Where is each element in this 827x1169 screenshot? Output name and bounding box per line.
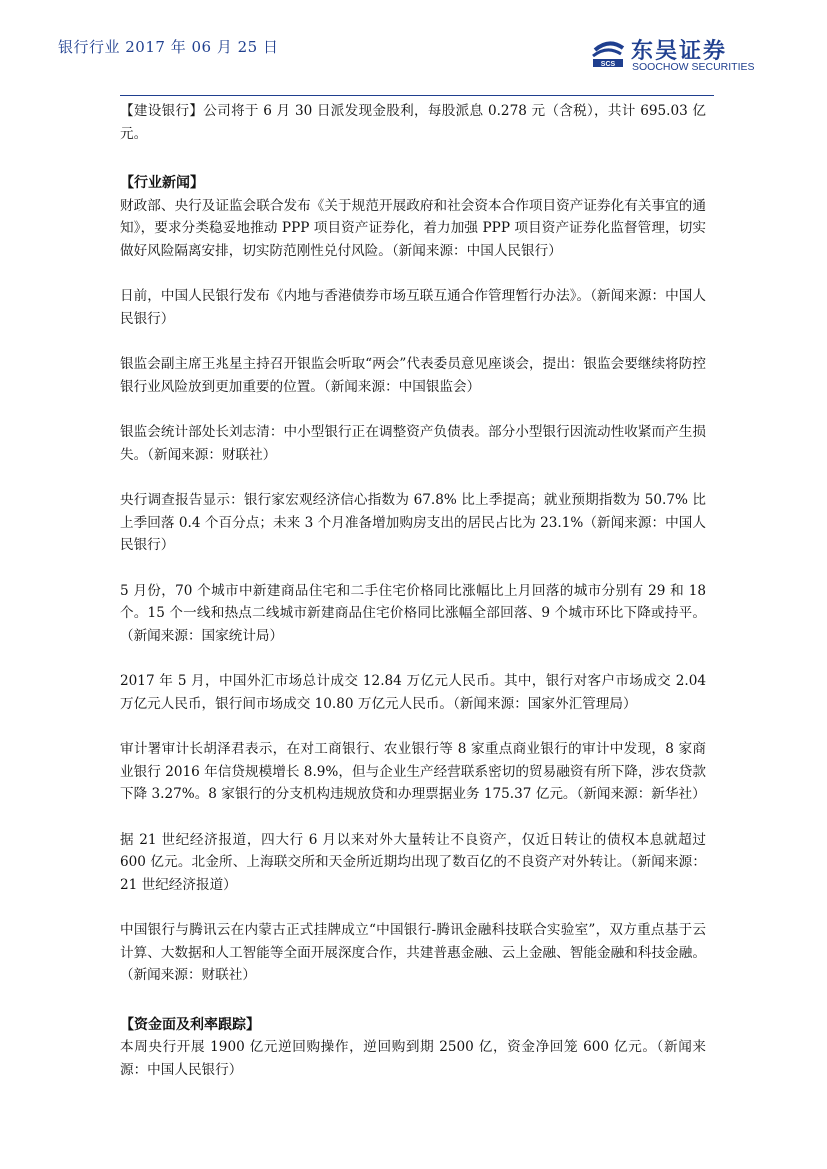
- report-body: [120, 100, 706, 1081]
- funding-paragraph: 本周央行开展 1900 亿元逆回购操作，逆回购到期 2500 亿，资金净回笼 600 亿元。（新闻来源：中国人民银行）: [120, 1039, 706, 1078]
- soochow-securities-logo: [591, 36, 781, 80]
- news-item-4: 银监会统计部处长刘志清：中小型银行正在调整资产负债表。部分小型银行因流动性收紧而产生损失。（新闻来源：财联社）: [120, 424, 706, 463]
- news-item-7: 2017 年 5 月，中国外汇市场总计成交 12.84 万亿元人民币。其中，银行对客户市场成交 2.04 万亿元人民币，银行间市场成交 10.80 万亿元人民币。（新闻来源：国家外汇管理局）: [120, 673, 706, 712]
- news-item-10: 中国银行与腾讯云在内蒙古正式挂牌成立“中国银行-腾讯金融科技联合实验室”，双方重点基于云计算、大数据和人工智能等全面开展深度合作，共建普惠金融、云上金融、智能金融和科技金融。（新闻来源：财联社）: [120, 922, 706, 983]
- header-divider: [120, 95, 714, 96]
- news-item-9: 据 21 世纪经济报道，四大行 6 月以来对外大量转让不良资产，仅近日转让的债权本息就超过 600 亿元。北金所、上海联交所和天金所近期均出现了数百亿的不良资产对外转让。（新闻来源：21 世纪经济报道）: [120, 831, 706, 893]
- report-header-title: 银行行业 2017 年 06 月 25 日: [58, 38, 279, 56]
- company-note-paragraph: 【建设银行】公司将于 6 月 30 日派发现金股利，每股派息 0.278 元（含税），共计 695.03 亿元。: [120, 103, 706, 142]
- news-item-2: 日前，中国人民银行发布《内地与香港债券市场互联互通合作管理暂行办法》。（新闻来源：中国人民银行）: [120, 288, 706, 327]
- news-item-5: 央行调查报告显示：银行家宏观经济信心指数为 67.8% 比上季提高；就业预期指数为 50.7% 比上季回落 0.4 个百分点；未来 3 个月准备增加购房支出的居民占比为 23.1%（新闻来源：中国人民银行）: [120, 492, 706, 553]
- funding-rates-heading: 【资金面及利率跟踪】: [120, 1016, 260, 1033]
- news-item-1: 财政部、央行及证监会联合发布《关于规范开展政府和社会资本合作项目资产证券化有关事宜的通知》，要求分类稳妥地推动 PPP 项目资产证券化，着力加强 PPP 项目资产证券化监督管理，切实做好风险隔离安排，切实防范刚性兑付风险。（新闻来源：中国人民银行）: [120, 197, 706, 259]
- logo-chinese-name: 东吴证券: [631, 39, 728, 64]
- scs-logo-icon: [591, 36, 627, 70]
- news-item-8: 审计署审计长胡泽君表示，在对工商银行、农业银行等 8 家重点商业银行的审计中发现，8 家商业银行 2016 年信贷规模增长 8.9%，但与企业生产经营联系密切的贸易融资有所下降，涉农贷款下降 3.27%。8 家银行的分支机构违规放贷和办理票据业务 175.37 亿元。（新闻来源：新华社）: [120, 741, 706, 802]
- page-header: [0, 0, 827, 100]
- news-item-6: 5 月份，70 个城市中新建商品住宅和二手住宅价格同比涨幅比上月回落的城市分别有 29 和 18 个。15 个一线和热点二线城市新建商品住宅价格同比涨幅全部回落、9 个城市环比下降或持平。（新闻来源：国家统计局）: [120, 582, 706, 644]
- logo-mark-text: SCS: [600, 61, 616, 68]
- industry-news-heading: 【行业新闻】: [120, 175, 204, 191]
- news-item-3: 银监会副主席王兆星主持召开银监会听取“两会”代表委员意见座谈会，提出：银监会要继续将防控银行业风险放到更加重要的位置。（新闻来源：中国银监会）: [120, 356, 706, 395]
- logo-english-name: SOOCHOW SECURITIES: [632, 61, 755, 73]
